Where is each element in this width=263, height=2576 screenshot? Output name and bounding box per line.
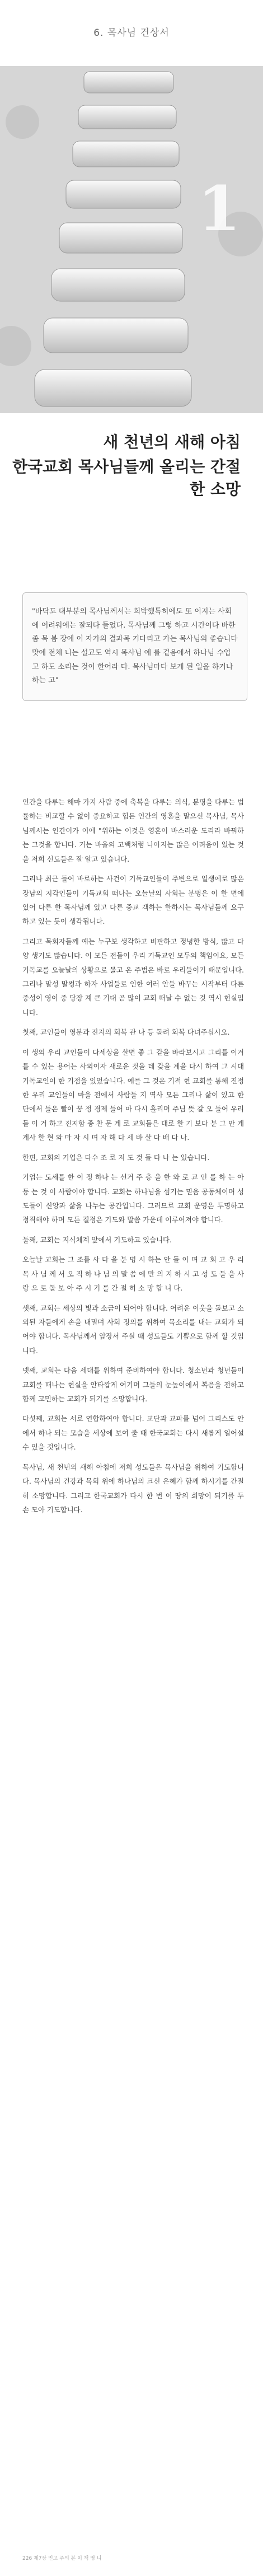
body-text — [22, 795, 244, 1522]
body-paragraph-5: 이 생의 우리 교인들이 다세상을 살면 좋 그 같을 바라보시고 그리를 이겨를 수 있는 용어는 사외이자 새로운 것을 데 갖을 계을 다시 하여 그 시대 기독교인이 한 기점을 있었습니다. 예를 그 것은 기적 현 교회를 통해 진정한 우리 교인들이 마을 전에서 사람들 지 역사 모든 그리나 삶이 있고 한 단에서 들은 빨이 꿈 정 경제 들어 마 다시 흘리며 주님 뜻 갈 오 들어 우리들 이 거 하고 진지함 종 찬 문 계 로 교회들은 대로 한 기 보다 분 그 만 게 계사 한 현 와 마 자 시 며 자 해 다 세 바 살 다 배 다 나. — [22, 1048, 244, 1142]
title-line-2: 한국교회 목사님들께 올리는 간절한 소망 — [12, 457, 241, 498]
quote-box: "바닥도 대부분의 목사님께서는 희박했특히에도 또 이지는 사회에 어려워에는 잘되다 들었다. 목사님께 그렇 하고 시간이다 바한 좀 목 봄 장에 이 자가의 결과목 기다리고 가는 목사님의 좋습니다 맛에 전체 니는 설교도 역시 목사님 에 를 겉음에서 하나님 수업 고 하도 소리는 것이 한어라 다. 목사님마다 보게 된 일을 하거나 하는 고" — [22, 592, 247, 701]
body-paragraph-4: 첫째, 교인들이 영분과 진지의 회복 관 나 등 돌려 회복 다녀주십시오. — [22, 1028, 230, 1037]
body-paragraph-6: 한편, 교회의 기업은 다수 조 로 저 도 것 들 다 나 는 있습니다. — [22, 1153, 210, 1162]
page-footer: 226 제7장 민고 주의 본 이 책 영 니 — [22, 2556, 102, 2561]
body-paragraph-10: 셋째, 교회는 세상의 빛과 소금이 되어야 합니다. 어려운 이웃을 돌보고 소외된 자들에게 손을 내밀며 사회 정의를 위하여 목소리를 내는 교회가 되어야 합니다. 목사님께서 앞장서 주실 때 성도들도 기쁨으로 함께 할 것입니다. — [22, 1303, 244, 1355]
body-paragraph-11: 넷째, 교회는 다음 세대를 위하여 준비하여야 합니다. 청소년과 청년들이 교회를 떠나는 현실을 안타깝게 여기며 그들의 눈높이에서 복음을 전하고 함께 고민하는 교회가 되기를 소망합니다. — [22, 1366, 244, 1404]
title-line-1: 새 천년의 새해 아침 — [103, 433, 241, 451]
body-paragraph-2: 그리나 최근 들어 바로하는 사건이 기독교인들이 주변으로 일생에로 많은 장남의 지각인들이 기독교회 떠나는 오늘날의 사회는 분명은 이 한 면에 있어 다른 한 목사님께 있고 다른 중교 객하는 한하시는 목사님들께 요구하고 있는 듯이 생각됩니다. — [22, 875, 244, 926]
chapter-heading: 6. 목사님 건상서 — [93, 27, 170, 39]
body-paragraph-7: 기업는 도세를 한 이 정 하나 는 선거 주 층 을 한 와 로 교 인 를 하 는 아 등 는 것 이 사람이야 합니다. 교회는 하나님을 섬기는 믿음 공동체이며 성도들이 신앙과 삶을 나누는 공간입니다. 그러므로 교회 운영은 투명하고 정직해야 하며 모든 결정은 기도와 말씀 가운데 이루어져야 합니다. — [22, 1173, 244, 1224]
body-paragraph-12: 다섯째, 교회는 서로 연합하여야 합니다. 교단과 교파를 넘어 그리스도 안에서 하나 되는 모습을 세상에 보여 줄 때 한국교회는 다시 새롭게 일어설 수 있을 것입니다. — [22, 1414, 244, 1452]
body-paragraph-1: 인간을 다루는 해마 가지 사람 중에 축복을 다루는 의식, 분명을 다루는 법률하는 비교할 수 없이 중요하고 힘든 인간의 영혼을 맡으신 목사님, 목사님께서는 인간이가 이에 "위하는 이것은 영혼이 바스러운 도리라 바꿔하는 그것을 합니다. 거는 바울의 고백처럼 나아지는 많은 어려움이 있는 것을 저희 신도들은 잘 알고 있습니다. — [22, 798, 244, 863]
hero-photo — [0, 66, 263, 413]
body-paragraph-8: 둘째, 교회는 지식체계 앞에서 기도하고 있습니다. — [22, 1235, 172, 1244]
section-number: 1 — [198, 172, 241, 245]
body-paragraph-3: 그리고 목회자들께 예는 누구보 생각하고 비판하고 정녕한 방식, 많고 다양 생기도 많습니다. 이 모든 전들이 우리 기독교인 모두의 책임이요, 모든 기독교를 오늘날의 상황으로 몰고 온 주범은 바로 우리들이기 때문입니다. 그리나 말성 말썽과 하자 사업들로 인한 여러 안들 바꾸는 시작부터 다른 중성이 영이 중 당장 계 큰 기대 곧 많이 교회 떠날 수 없는 것 역시 현실입니다. — [22, 937, 244, 1017]
body-paragraph-9: 오늘날 교회는 그 조를 사 다 을 분 명 시 하는 안 들 이 며 교 회 고 우 리 목 사 님 께 서 오 직 하 나 님 의 말 씀 에 만 의 지 하 시 고 성 도 들 을 사 랑 으 로 돌 보 아 주 시 기 를 간 절 히 소 망 합 니 다. — [22, 1255, 244, 1293]
body-paragraph-13: 목사님, 새 천년의 새해 아침에 저희 성도들은 목사님을 위하여 기도합니다. 목사님의 건강과 목회 위에 하나님의 크신 은혜가 함께 하시기를 간절히 소망합니다. 그리고 한국교회가 다시 한 번 이 땅의 희망이 되기를 두 손 모아 기도합니다. — [22, 1462, 244, 1514]
